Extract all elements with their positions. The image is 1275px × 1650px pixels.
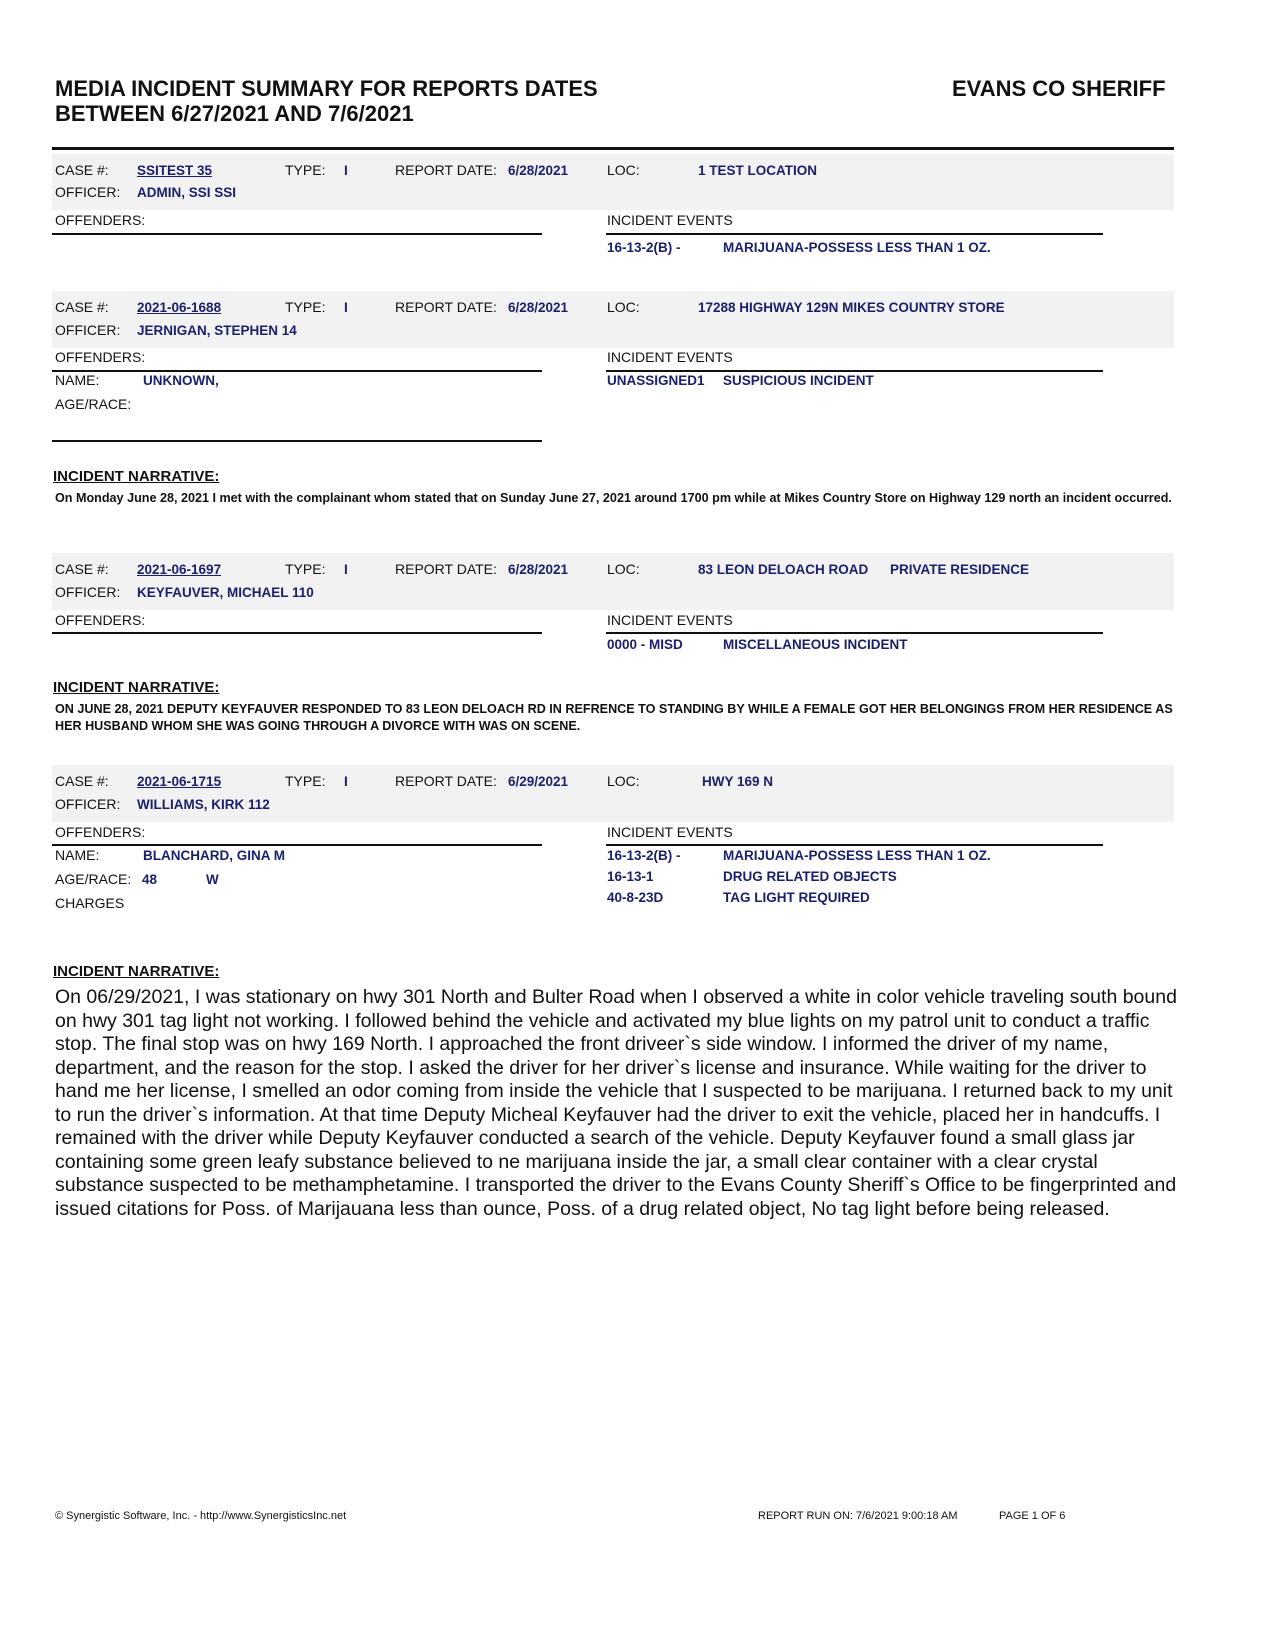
report-title-line2: BETWEEN 6/27/2021 AND 7/6/2021 — [55, 101, 414, 126]
loc-label: LOC: — [607, 561, 640, 577]
report-date-label: REPORT DATE: — [395, 561, 497, 577]
event-description: MARIJUANA-POSSESS LESS THAN 1 OZ. — [723, 848, 991, 863]
footer-page-number: PAGE 1 OF 6 — [999, 1510, 1066, 1522]
type-label: TYPE: — [285, 561, 326, 577]
case-label: CASE #: — [55, 561, 109, 577]
report-date-label: REPORT DATE: — [395, 162, 497, 178]
offenders-rule — [52, 233, 542, 235]
officer-value: ADMIN, SSI SSI — [137, 185, 237, 200]
event-code: 16-13-1 — [607, 869, 654, 884]
type-label: TYPE: — [285, 773, 326, 789]
event-description: TAG LIGHT REQUIRED — [723, 890, 870, 905]
type-value: I — [344, 562, 348, 577]
report-date-label: REPORT DATE: — [395, 299, 497, 315]
narrative-heading: INCIDENT NARRATIVE: — [53, 679, 220, 696]
offenders-rule — [52, 632, 542, 634]
case-number-link[interactable]: 2021-06-1688 — [137, 300, 222, 315]
loc-label: LOC: — [607, 773, 640, 789]
age-race-label: AGE/RACE: — [55, 396, 132, 412]
offender-name-value: BLANCHARD, GINA M — [143, 848, 285, 863]
loc-value: HWY 169 N — [702, 774, 774, 789]
offender-name-value: UNKNOWN, — [143, 373, 219, 388]
case-label: CASE #: — [55, 162, 109, 178]
agency-name: EVANS CO SHERIFF — [952, 76, 1166, 101]
officer-value: KEYFAUVER, MICHAEL 110 — [137, 585, 314, 600]
event-description: MISCELLANEOUS INCIDENT — [723, 637, 908, 652]
event-description: DRUG RELATED OBJECTS — [723, 869, 897, 884]
loc-label: LOC: — [607, 299, 640, 315]
loc-value: 83 LEON DELOACH ROAD — [698, 562, 869, 577]
offender-bottom-rule — [52, 440, 542, 442]
report-date-label: REPORT DATE: — [395, 773, 497, 789]
loc-value: 17288 HIGHWAY 129N MIKES COUNTRY STORE — [698, 300, 1005, 315]
loc-value: 1 TEST LOCATION — [698, 163, 818, 178]
offenders-rule — [52, 370, 542, 372]
offenders-label: OFFENDERS: — [55, 612, 146, 628]
report-title-line1: MEDIA INCIDENT SUMMARY FOR REPORTS DATES — [55, 76, 598, 101]
loc-detail-value: PRIVATE RESIDENCE — [890, 562, 1030, 577]
events-rule — [606, 632, 1103, 634]
event-code: 16-13-2(B) - — [607, 240, 681, 255]
event-description: SUSPICIOUS INCIDENT — [723, 373, 874, 388]
narrative-text: ON JUNE 28, 2021 DEPUTY KEYFAUVER RESPONDED TO 83 LEON DELOACH RD IN REFRENCE TO STANDING BY WHILE A FEMALE GOT HER BELONGINGS FROM HER RESIDENCE AS HER HUSBAND WHOM SHE WAS GOING THROUGH A DIVORCE WITH WAS ON SCENE. — [55, 702, 1173, 733]
offender-name-label: NAME: — [55, 847, 100, 863]
type-value: I — [344, 163, 348, 178]
narrative-text: On Monday June 28, 2021 I met with the complainant whom stated that on Sunday June 27, 2021 around 1700 pm while at Mikes Country Store on Highway 129 north an incident occurred. — [55, 491, 1172, 505]
event-code: 16-13-2(B) - — [607, 848, 681, 863]
type-label: TYPE: — [285, 299, 326, 315]
report-date-value: 6/28/2021 — [508, 300, 569, 315]
case-label: CASE #: — [55, 299, 109, 315]
officer-label: OFFICER: — [55, 184, 121, 200]
offenders-label: OFFENDERS: — [55, 212, 146, 228]
type-label: TYPE: — [285, 162, 326, 178]
type-value: I — [344, 300, 348, 315]
event-description: MARIJUANA-POSSESS LESS THAN 1 OZ. — [723, 240, 991, 255]
officer-value: WILLIAMS, KIRK 112 — [137, 797, 270, 812]
offenders-rule — [52, 844, 542, 846]
narrative-heading: INCIDENT NARRATIVE: — [53, 468, 220, 485]
report-date-value: 6/29/2021 — [508, 774, 569, 789]
offender-race-value: W — [206, 872, 219, 887]
offender-name-label: NAME: — [55, 372, 100, 388]
header-divider — [52, 147, 1174, 150]
events-rule — [606, 370, 1103, 372]
events-rule — [606, 844, 1103, 846]
narrative-text: On 06/29/2021, I was stationary on hwy 301 North and Bulter Road when I observed a white in color vehicle traveling south bound on hwy 301 tag light not working. I followed behind the vehicle and activated my blue lights on my patrol unit to conduct a traffic stop. The final stop was on hwy 169 North. I approached the front driveer`s side window. I informed the driver of my name, department, and the reason for the stop. I asked the driver for her driver`s license and insurance. While waiting for the driver to hand me her license, I smelled an odor coming from inside the vehicle that I suspected to be marijuana. I returned back to my unit to run the driver`s information. At that time Deputy Micheal Keyfauver had the driver to exit the vehicle, placed her in handcuffs. I remained with the driver while Deputy Keyfauver conducted a search of the vehicle. Deputy Keyfauver found a small glass jar containing some green leafy substance believed to ne marijuana inside the jar, a small clear container with a clear crystal substance suspected to be methamphetamine. I transported the driver to the Evans County Sheriff`s Office to be fingerprinted and issued citations for Poss. of Marijauana less than ounce, Poss. of a drug related object, No tag light before being released. — [55, 986, 1177, 1220]
event-code: 40-8-23D — [607, 890, 664, 905]
event-code: 0000 - MISD — [607, 637, 683, 652]
event-code: UNASSIGNED1 — [607, 373, 705, 388]
case-label: CASE #: — [55, 773, 109, 789]
incident-events-label: INCIDENT EVENTS — [607, 349, 733, 365]
incident-events-label: INCIDENT EVENTS — [607, 824, 733, 840]
incident-events-label: INCIDENT EVENTS — [607, 612, 733, 628]
loc-label: LOC: — [607, 162, 640, 178]
events-rule — [606, 233, 1103, 235]
report-date-value: 6/28/2021 — [508, 562, 569, 577]
offenders-label: OFFENDERS: — [55, 824, 146, 840]
officer-label: OFFICER: — [55, 322, 121, 338]
report-date-value: 6/28/2021 — [508, 163, 569, 178]
case-number-link[interactable]: SSITEST 35 — [137, 163, 213, 178]
incident-events-label: INCIDENT EVENTS — [607, 212, 733, 228]
footer-copyright: © Synergistic Software, Inc. - http://www.SynergisticsInc.net — [55, 1510, 347, 1522]
type-value: I — [344, 774, 348, 789]
offender-age-value: 48 — [142, 872, 158, 887]
age-race-label: AGE/RACE: — [55, 871, 132, 887]
case-number-link[interactable]: 2021-06-1697 — [137, 562, 222, 577]
officer-label: OFFICER: — [55, 796, 121, 812]
officer-label: OFFICER: — [55, 584, 121, 600]
offenders-label: OFFENDERS: — [55, 349, 146, 365]
report-title — [55, 76, 598, 126]
narrative-heading: INCIDENT NARRATIVE: — [53, 963, 220, 980]
charges-label: CHARGES — [55, 895, 125, 911]
officer-value: JERNIGAN, STEPHEN 14 — [137, 323, 297, 338]
footer-report-run: REPORT RUN ON: 7/6/2021 9:00:18 AM — [758, 1510, 958, 1522]
case-number-link[interactable]: 2021-06-1715 — [137, 774, 222, 789]
